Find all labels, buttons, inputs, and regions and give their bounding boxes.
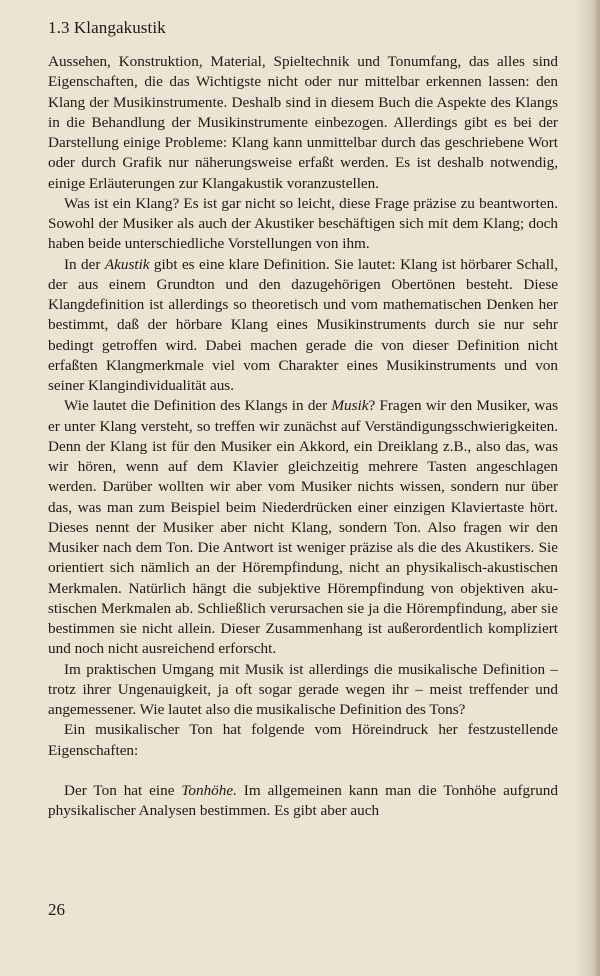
text-run: Aussehen, Konstruktion, Material, Spieltechnik und Tonumfang, das alles sind Eigenschaften, die das Wichtigste nicht oder nur mittelbar erkennen lassen: den Klang der Musikinstrumente. Deshalb sind in diesem Buch die Aspekte des Klangs in die Behandlung der Musikinstrumente einbezogen. Allerdings gibt es bei der Darstellung einige Probleme: Klang kann unmittelbar durch das geschriebene Wort oder durch Grafik nur näherungsweise erfaßt werden. Es ist deshalb notwendig, einige Erläuterungen zur Klangakustik voranzustellen. (48, 53, 558, 192)
text-run: Im allgemeinen kann man die Tonhöhe aufgrund physikalischer Analysen bestimmen. Es gibt aber auch (48, 781, 558, 819)
paragraph (48, 194, 558, 255)
italic-term: Tonhöhe. (181, 781, 237, 799)
text-run: Ein musikalischer Ton hat folgende vom Höreindruck her festzustellende Eigenschaften: (48, 721, 558, 759)
paragraph (48, 255, 558, 397)
paragraph (48, 396, 558, 659)
text-run: In der (64, 255, 105, 273)
paragraph (48, 720, 558, 761)
text-run: gibt es eine klare Definition. Sie lautet: Klang ist hörbarer Schall, der aus einem Grundton und den dazugehörigen Obertönen besteht. Diese Klangdefinition ist allerdings so theoretisch und vom mathematischen Denken her bestimmt, daß der hörbare Klang eines Musikinstruments durch sie nur sehr bedingt getroffen wird. Dabei machen gerade die von dieser Definition nicht erfaßten Klangmerkmale viel vom Charakter eines Musikinstruments und von seiner Klangindividualität aus. (48, 255, 558, 394)
italic-term: Akustik (104, 255, 150, 273)
italic-term: Musik (331, 397, 369, 415)
page-edge-shadow (574, 0, 600, 976)
body-text (48, 52, 558, 821)
paragraph (48, 781, 558, 822)
running-head: 1.3 Klangakustik (48, 18, 166, 37)
paragraph (48, 660, 558, 721)
page-number: 26 (48, 900, 65, 919)
paragraph (48, 52, 558, 194)
text-run: Wie lautet die Definition des Klangs in der (64, 397, 332, 415)
text-run: ? Fragen wir den Musiker, was er unter Klang versteht, so treffen wir zunächst auf Verständigungsschwierigkeiten. Denn der Klang ist für den Musiker ein Akkord, ein Dreiklang z.B., also das, was wir hören, wenn auf dem Klavier gleichzeitig mehrere Tasten angeschlagen werden. Darüber wollten wir aber vom Musiker nichts wissen, sondern nur über das, was man zum Beispiel beim Niederdrücken einer einzigen Klaviertaste hört. Dieses nennt der Musiker aber nicht Klang, sondern Ton. Also fragen wir den Musiker nach dem Ton. Die Antwort ist weniger präzise als die des Akustikers. Sie orientiert sich nämlich an der Hörempfindung, nicht an physikalisch-akustischen Merkmalen. Natürlich hängt die subjektive Hörempfindung von objektiven akustischen Merkmalen ab. Schließlich verursachen sie ja die Hörempfindung, aber sie bestimmen sie nicht allein. Dieser Zusammenhang ist außerordentlich kompliziert und noch nicht ausreichend erforscht. (48, 397, 558, 658)
text-run: Was ist ein Klang? Es ist gar nicht so leicht, diese Frage präzise zu beantworten. Sowohl der Musiker als auch der Akustiker beschäftigen sich mit dem Klang; doch haben beide unterschiedliche Vorstellungen von ihm. (48, 194, 558, 253)
text-run: Der Ton hat eine (64, 781, 182, 799)
text-run: Im praktischen Umgang mit Musik ist allerdings die musikalische Definition – trotz ihrer Ungenauigkeit, ja oft sogar gerade wegen ihr – meist treffender und angemessener. Wie lautet also die musikalische Definition des Tons? (48, 660, 558, 718)
